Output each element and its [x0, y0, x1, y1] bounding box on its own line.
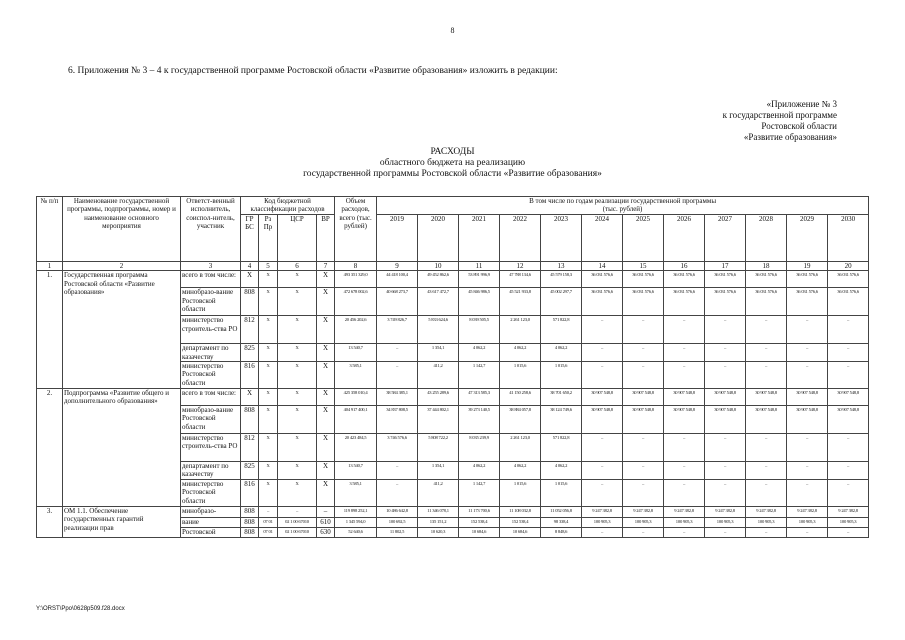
year-value-cell: – [623, 527, 664, 537]
year-value-cell: – [664, 479, 705, 506]
year-value-cell: – [787, 344, 828, 362]
year-value-cell: 36 031 576,6 [787, 271, 828, 288]
grbs-cell: 825 [241, 462, 259, 480]
total-volume-cell: 425 358 010,4 [335, 389, 377, 406]
rzpr-cell: X [259, 389, 278, 406]
year-value-cell: 98 338,4 [541, 517, 582, 527]
year-value-cell: – [746, 344, 787, 362]
grbs-cell: 816 [241, 362, 259, 389]
year-value-cell: – [787, 362, 828, 389]
year-value-cell: 11 802,5 [377, 527, 418, 537]
rzpr-cell: X [259, 316, 278, 344]
year-value-cell: – [705, 527, 746, 537]
appendix-line: к государственной программе [722, 110, 837, 120]
column-index-cell: 18 [746, 261, 787, 270]
year-value-cell: 11 173 700,6 [459, 506, 500, 517]
year-value-cell: – [623, 434, 664, 462]
program-name: Государственная программа Ростовской области «Развитие образования» [63, 271, 181, 389]
appendix-line: «Развитие образования» [743, 132, 837, 142]
header-year: 2021 [459, 214, 500, 261]
year-value-cell: – [746, 434, 787, 462]
year-value-cell: – [705, 344, 746, 362]
total-volume-cell: 20 423 484,5 [335, 434, 377, 462]
year-value-cell: 36 031 576,6 [828, 271, 869, 288]
year-value-cell: 39 273 140,5 [459, 406, 500, 434]
total-volume-cell: 119 898 252,1 [335, 506, 377, 517]
executor-cell: минобразо- [181, 506, 241, 517]
csr-cell: 02 1 00 67010 [278, 527, 317, 537]
year-value-cell: 1 142,7 [459, 362, 500, 389]
year-value-cell: 152 538,4 [500, 517, 541, 527]
column-index-cell: 3 [181, 261, 241, 270]
year-value-cell: 47 788 134,6 [500, 271, 541, 288]
year-value-cell: 10 684,6 [459, 527, 500, 537]
year-value-cell: 43 617 472,7 [418, 288, 459, 316]
vr-cell: X [317, 462, 335, 480]
grbs-cell: 816 [241, 479, 259, 506]
rzpr-cell: 07 01 [259, 517, 278, 527]
total-volume-cell: 13 540,7 [335, 344, 377, 362]
year-value-cell: – [623, 479, 664, 506]
year-value-cell: 30 907 548,8 [705, 389, 746, 406]
year-value-cell: 4 062,2 [500, 462, 541, 480]
vr-cell: X [317, 389, 335, 406]
grbs-cell: 808 [241, 506, 259, 517]
column-index-cell: 6 [278, 261, 317, 270]
year-value-cell: 11 346 078,1 [418, 506, 459, 517]
column-index-cell: 5 [259, 261, 278, 270]
year-value-cell: 45 579 158,3 [541, 271, 582, 288]
header-grbs: ГР БС [241, 214, 259, 261]
year-value-cell: – [582, 527, 623, 537]
total-volume-cell: 52 640,6 [335, 527, 377, 537]
year-value-cell: 36 031 576,6 [582, 288, 623, 316]
csr-cell: X [278, 362, 317, 389]
program-name: ОМ 1.1. Обеспечение государственных гарантий реализации прав [63, 506, 181, 537]
year-value-cell: 45 002 297,7 [541, 288, 582, 316]
header-executor: Ответст-венный исполнитель, соиспол-нитель, участник [181, 197, 241, 262]
grbs-cell: 808 [241, 406, 259, 434]
year-value-cell: 10 684,6 [500, 527, 541, 537]
vr-cell: – [317, 506, 335, 517]
footer-file-path: Y:\ORST\Ppo\0628p509.f28.docx [36, 606, 125, 612]
year-value-cell: 135 151,2 [418, 517, 459, 527]
row-number: 1. [37, 271, 63, 389]
year-value-cell: 411,2 [418, 479, 459, 506]
executor-cell: департамент по казачеству [181, 462, 241, 480]
column-index-cell: 1 [37, 261, 63, 270]
grbs-cell: 825 [241, 344, 259, 362]
vr-cell: X [317, 288, 335, 316]
year-value-cell: – [705, 362, 746, 389]
year-value-cell: 36 031 576,6 [746, 288, 787, 316]
year-value-cell: 8 848,6 [541, 527, 582, 537]
executor-cell: минобразо-вание Ростовской области [181, 406, 241, 434]
year-value-cell: 34 837 808,5 [377, 406, 418, 434]
year-value-cell: – [746, 527, 787, 537]
year-value-cell: 11 108 032,8 [500, 506, 541, 517]
executor-cell: Ростовской [181, 527, 241, 537]
header-volume: Объем расходов, всего (тыс. рублей) [335, 197, 377, 262]
year-value-cell: 4 062,2 [500, 344, 541, 362]
header-year: 2026 [664, 214, 705, 261]
header-year: 2028 [746, 214, 787, 261]
year-value-cell: – [664, 344, 705, 362]
header-rzpr: Рз Пр [259, 214, 278, 261]
csr-cell: 02 1 00 67010 [278, 517, 317, 527]
year-value-cell: – [377, 479, 418, 506]
year-value-cell: 44 418 100,4 [377, 271, 418, 288]
column-index-cell: 2 [63, 261, 181, 270]
year-value-cell: – [787, 316, 828, 344]
year-value-cell: – [705, 434, 746, 462]
header-year: 2029 [787, 214, 828, 261]
year-value-cell: 45 521 933,8 [500, 288, 541, 316]
year-value-cell: – [664, 362, 705, 389]
year-value-cell: 30 907 548,8 [664, 389, 705, 406]
year-value-cell: – [828, 344, 869, 362]
appendix-line: Ростовской области [761, 121, 837, 131]
year-value-cell: 30 907 548,8 [705, 406, 746, 434]
column-index-cell: 20 [828, 261, 869, 270]
column-index-cell: 13 [541, 261, 582, 270]
rzpr-cell: X [259, 406, 278, 434]
year-value-cell: 1 015,6 [541, 362, 582, 389]
header-year: 2022 [500, 214, 541, 261]
year-value-cell: 9 247 382,8 [828, 506, 869, 517]
total-volume-cell: 20 456 202,6 [335, 316, 377, 344]
year-value-cell: – [828, 362, 869, 389]
year-value-cell: 43 255 289,6 [418, 389, 459, 406]
executor-cell: всего в том числе: [181, 271, 241, 288]
year-value-cell: 9 247 382,8 [582, 506, 623, 517]
csr-cell: X [278, 316, 317, 344]
year-value-cell: – [746, 462, 787, 480]
year-value-cell: – [787, 434, 828, 462]
rzpr-cell: X [259, 462, 278, 480]
year-value-cell: 8 035 239,9 [459, 434, 500, 462]
year-value-cell: 30 907 548,8 [787, 406, 828, 434]
rzpr-cell: X [259, 271, 278, 288]
year-value-cell: – [582, 434, 623, 462]
year-value-cell: 1 015,6 [541, 479, 582, 506]
year-value-cell: 30 907 548,8 [828, 406, 869, 434]
year-value-cell: 8 039 505,5 [459, 316, 500, 344]
year-value-cell: 47 313 585,3 [459, 389, 500, 406]
year-value-cell: – [828, 316, 869, 344]
header-year: 2023 [541, 214, 582, 261]
year-value-cell: 571 822,8 [541, 316, 582, 344]
year-value-cell: 10 486 642,8 [377, 506, 418, 517]
year-value-cell: – [582, 316, 623, 344]
header-year: 2019 [377, 214, 418, 261]
rzpr-cell: X [259, 288, 278, 316]
document-title [0, 147, 905, 180]
year-value-cell: – [582, 362, 623, 389]
year-value-cell: – [828, 434, 869, 462]
grbs-cell: 812 [241, 316, 259, 344]
vr-cell: X [317, 434, 335, 462]
year-value-cell: 1 015,6 [500, 479, 541, 506]
csr-cell: X [278, 344, 317, 362]
year-value-cell: 4 062,2 [459, 344, 500, 362]
executor-cell: департамент по казачеству [181, 344, 241, 362]
executor-cell: минобразо-вание Ростовской области [181, 288, 241, 316]
vr-cell: X [317, 344, 335, 362]
column-index-cell: 4 [241, 261, 259, 270]
vr-cell: X [317, 271, 335, 288]
csr-cell: X [278, 434, 317, 462]
vr-cell: 630 [317, 527, 335, 537]
total-volume-cell: 3 585,1 [335, 362, 377, 389]
column-index-cell: 19 [787, 261, 828, 270]
year-value-cell: 5 833 624,6 [418, 316, 459, 344]
rzpr-cell: – [259, 506, 278, 517]
grbs-cell: 808 [241, 517, 259, 527]
row-number: 2. [37, 389, 63, 507]
year-value-cell: 1 142,7 [459, 479, 500, 506]
year-value-cell: 36 031 576,6 [746, 271, 787, 288]
header-year: 2025 [623, 214, 664, 261]
year-value-cell: 9 247 382,8 [746, 506, 787, 517]
csr-cell: X [278, 479, 317, 506]
column-index-cell: 16 [664, 261, 705, 270]
csr-cell: X [278, 288, 317, 316]
intro-paragraph: 6. Приложения № 3 – 4 к государственной программе Ростовской области «Развитие образования» изложить в редакции: [68, 66, 558, 76]
rzpr-cell: 07 01 [259, 527, 278, 537]
expenses-table [36, 196, 869, 538]
rzpr-cell: X [259, 479, 278, 506]
vr-cell: 610 [317, 517, 335, 527]
year-value-cell: 3 746 576,6 [377, 434, 418, 462]
year-value-cell: 30 907 548,8 [664, 406, 705, 434]
year-value-cell: 30 907 548,8 [746, 389, 787, 406]
total-volume-cell: 472 678 002,6 [335, 288, 377, 316]
year-value-cell: 36 031 576,6 [705, 288, 746, 316]
year-value-cell: – [623, 316, 664, 344]
rzpr-cell: X [259, 344, 278, 362]
csr-cell: X [278, 406, 317, 434]
grbs-cell: X [241, 271, 259, 288]
program-name: Подпрограмма «Развитие общего и дополнительного образования» [63, 389, 181, 507]
year-value-cell: 9 247 382,8 [623, 506, 664, 517]
year-value-cell: 38 884 057,8 [500, 406, 541, 434]
year-value-cell: 571 822,8 [541, 434, 582, 462]
year-value-cell: 36 031 576,6 [828, 288, 869, 316]
executor-cell: министерство строитель-ства РО [181, 316, 241, 344]
header-codes: Код бюджетной классификации расходов [241, 197, 335, 215]
header-name: Наименование государственной программы, подпрограммы, номер и наименование основного мероприятия [63, 197, 181, 262]
column-index-cell: 10 [418, 261, 459, 270]
total-volume-cell: 404 917 400,1 [335, 406, 377, 434]
year-value-cell: – [746, 362, 787, 389]
total-volume-cell: 1 345 594,0 [335, 517, 377, 527]
year-value-cell: – [623, 462, 664, 480]
year-value-cell: 100 692,5 [377, 517, 418, 527]
year-value-cell: – [746, 316, 787, 344]
title-line: областного бюджета на реализацию [379, 158, 526, 168]
year-value-cell: 100 905,3 [787, 517, 828, 527]
year-value-cell: – [705, 316, 746, 344]
year-value-cell: 38 584 385,1 [377, 389, 418, 406]
year-value-cell: 152 538,4 [459, 517, 500, 527]
year-value-cell: 10 620,3 [418, 527, 459, 537]
year-value-cell: 3 749 826,7 [377, 316, 418, 344]
csr-cell: X [278, 389, 317, 406]
year-value-cell: – [828, 527, 869, 537]
column-index-cell: 14 [582, 261, 623, 270]
year-value-cell: 36 031 576,6 [623, 288, 664, 316]
grbs-cell: 808 [241, 288, 259, 316]
vr-cell: X [317, 479, 335, 506]
year-value-cell: 100 905,3 [705, 517, 746, 527]
year-value-cell: 9 247 382,8 [705, 506, 746, 517]
page-number: 8 [450, 26, 455, 35]
year-value-cell: 36 031 576,6 [582, 271, 623, 288]
executor-cell: министерство строитель-ства РО [181, 434, 241, 462]
csr-cell: X [278, 462, 317, 480]
year-value-cell: 1 354,1 [418, 462, 459, 480]
year-value-cell: – [623, 344, 664, 362]
year-value-cell: 40 668 273,7 [377, 288, 418, 316]
year-value-cell: – [828, 462, 869, 480]
vr-cell: X [317, 406, 335, 434]
year-value-cell: 5 808 722,2 [418, 434, 459, 462]
year-value-cell: 30 907 548,8 [828, 389, 869, 406]
year-value-cell: – [746, 479, 787, 506]
year-value-cell: 30 907 548,8 [746, 406, 787, 434]
year-value-cell: 2 261 123,0 [500, 316, 541, 344]
year-value-cell: 100 905,3 [828, 517, 869, 527]
total-volume-cell: 493 351 329,0 [335, 271, 377, 288]
header-year: 2027 [705, 214, 746, 261]
csr-cell: X [278, 271, 317, 288]
year-value-cell: 11 052 056,8 [541, 506, 582, 517]
column-index-cell: 9 [377, 261, 418, 270]
header-num: № п/п [37, 197, 63, 262]
year-value-cell: – [582, 479, 623, 506]
year-value-cell: – [582, 344, 623, 362]
year-value-cell: – [664, 434, 705, 462]
year-value-cell: – [623, 362, 664, 389]
total-volume-cell: 13 540,7 [335, 462, 377, 480]
year-value-cell: – [705, 479, 746, 506]
year-value-cell: – [582, 462, 623, 480]
year-value-cell: 30 907 548,8 [582, 406, 623, 434]
year-value-cell: 45 846 986,5 [459, 288, 500, 316]
table-row [37, 271, 869, 288]
year-value-cell: 4 062,2 [541, 462, 582, 480]
year-value-cell: 100 905,3 [746, 517, 787, 527]
year-value-cell: 100 905,3 [582, 517, 623, 527]
column-index-cell: 7 [317, 261, 335, 270]
vr-cell: X [317, 362, 335, 389]
year-value-cell: – [828, 479, 869, 506]
year-value-cell: – [705, 462, 746, 480]
executor-cell: министерство Ростовской области [181, 362, 241, 389]
year-value-cell: 2 261 123,0 [500, 434, 541, 462]
year-value-cell: 36 031 576,6 [664, 271, 705, 288]
year-value-cell: 38 701 650,2 [541, 389, 582, 406]
year-value-cell: 36 031 576,6 [705, 271, 746, 288]
year-value-cell: – [377, 462, 418, 480]
column-index-cell: 11 [459, 261, 500, 270]
grbs-cell: 812 [241, 434, 259, 462]
year-value-cell: 37 444 802,1 [418, 406, 459, 434]
table-row [37, 506, 869, 517]
title-line: государственной программы Ростовской области «Развитие образования» [303, 169, 602, 179]
header-year: 2024 [582, 214, 623, 261]
executor-cell: всего в том числе: [181, 389, 241, 406]
year-value-cell: – [787, 462, 828, 480]
year-value-cell: 41 150 258,6 [500, 389, 541, 406]
year-value-cell: – [664, 527, 705, 537]
year-value-cell: 9 247 382,8 [664, 506, 705, 517]
vr-cell: X [317, 316, 335, 344]
year-value-cell: 30 907 548,8 [623, 406, 664, 434]
expenses-table-wrap [36, 196, 866, 538]
year-value-cell: 4 062,2 [541, 344, 582, 362]
year-value-cell: 30 907 548,8 [787, 389, 828, 406]
year-value-cell: – [377, 344, 418, 362]
header-year: 2030 [828, 214, 869, 261]
rzpr-cell: X [259, 362, 278, 389]
year-value-cell: 4 062,2 [459, 462, 500, 480]
year-value-cell: – [787, 527, 828, 537]
year-value-cell: 9 247 382,8 [787, 506, 828, 517]
year-value-cell: 100 905,3 [664, 517, 705, 527]
header-csr: ЦСР [278, 214, 317, 261]
column-index-cell: 8 [335, 261, 377, 270]
grbs-cell: 808 [241, 527, 259, 537]
year-value-cell: 30 907 548,8 [582, 389, 623, 406]
rzpr-cell: X [259, 434, 278, 462]
year-value-cell: 53 891 996,9 [459, 271, 500, 288]
year-value-cell: – [664, 316, 705, 344]
year-value-cell: 100 905,3 [623, 517, 664, 527]
column-index-cell: 15 [623, 261, 664, 270]
total-volume-cell: 3 585,1 [335, 479, 377, 506]
year-value-cell: 36 031 576,6 [664, 288, 705, 316]
appendix-block [607, 99, 837, 143]
row-number: 3. [37, 506, 63, 537]
appendix-line: «Приложение № 3 [766, 99, 837, 109]
year-value-cell: 36 031 576,6 [787, 288, 828, 316]
header-vr: ВР [317, 214, 335, 261]
table-row [37, 389, 869, 406]
year-value-cell: 1 015,6 [500, 362, 541, 389]
year-value-cell: 49 452 862,6 [418, 271, 459, 288]
year-value-cell: 411,2 [418, 362, 459, 389]
year-value-cell: 38 124 749,6 [541, 406, 582, 434]
year-value-cell: – [377, 362, 418, 389]
csr-cell: – [278, 506, 317, 517]
year-value-cell: 36 031 576,6 [623, 271, 664, 288]
header-year: 2020 [418, 214, 459, 261]
year-value-cell: – [787, 479, 828, 506]
column-index-cell: 12 [500, 261, 541, 270]
title-line: РАСХОДЫ [430, 147, 475, 157]
year-value-cell: – [664, 462, 705, 480]
year-value-cell: 1 354,1 [418, 344, 459, 362]
column-index-cell: 17 [705, 261, 746, 270]
year-value-cell: 30 907 548,8 [623, 389, 664, 406]
grbs-cell: X [241, 389, 259, 406]
header-years-group: В том числе по годам реализации государственной программы (тыс. рублей) [377, 197, 869, 215]
executor-cell: министерство Ростовской области [181, 479, 241, 506]
executor-cell: вание [181, 517, 241, 527]
